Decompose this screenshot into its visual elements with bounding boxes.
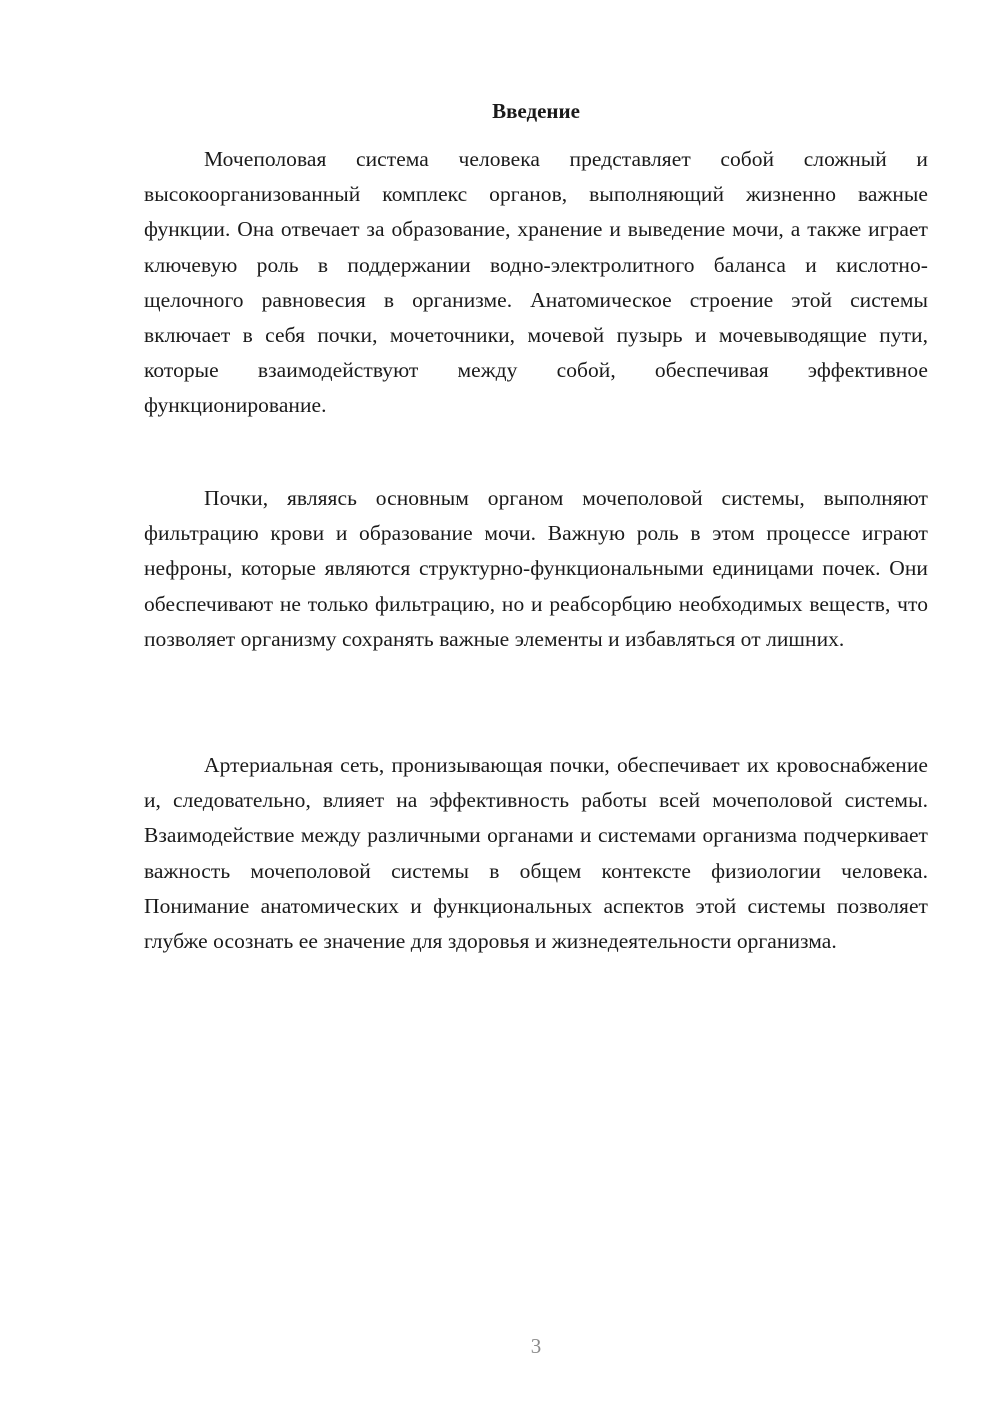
paragraph-intro: Мочеполовая система человека представляет собой сложный и высокоорганизованный комплекс органов, выполняющий жизненно важные функции. Она отвечает за образование, хранение и выведение мочи, а также играет ключевую роль в поддержании водно-электролитного баланса и кислотно-щелочного равновесия в организме. Анатомическое строение этой системы включает в себя почки, мочеточники, мочевой пузырь и мочевыводящие пути, которые взаимодействуют между собой, обеспечивая эффективное функционирование. [144, 147, 928, 418]
paragraph-kidneys: Почки, являясь основным органом мочеполовой системы, выполняют фильтрацию крови и образование мочи. Важную роль в этом процессе играют нефроны, которые являются структурно-функциональными единицами почек. Они обеспечивают не только фильтрацию, но и реабсорбцию необходимых веществ, что позволяет организму сохранять важные элементы и избавляться от лишних. [144, 486, 928, 651]
section-heading: Введение [492, 99, 580, 123]
paragraph-arterial-network: Артериальная сеть, пронизывающая почки, обеспечивает их кровоснабжение и, следовательно, влияет на эффективность работы всей мочеполовой системы. Взаимодействие между различными органами и системами организма подчеркивает важность мочеполовой системы в общем контексте физиологии человека. Понимание анатомических и функциональных аспектов этой системы позволяет глубже осознать ее значение для здоровья и жизнедеятельности организма. [144, 753, 928, 954]
page-number: 3 [530, 1334, 542, 1358]
